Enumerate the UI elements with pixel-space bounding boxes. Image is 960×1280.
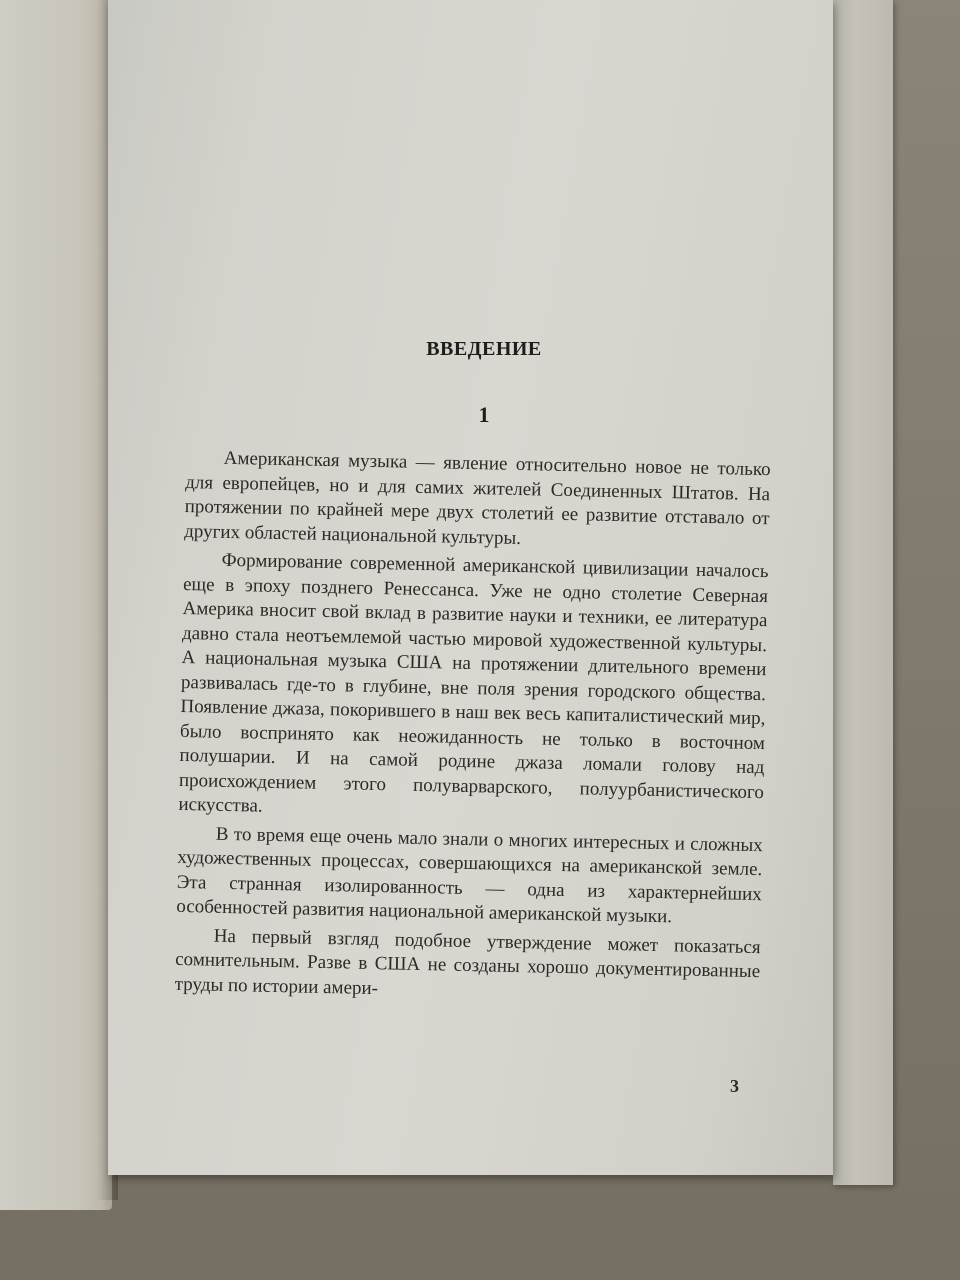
paragraph: На первый взгляд подобное утверждение может показаться сомнительным. Разве в США не созданы хорошо документированные труды по истории амери- (174, 925, 761, 999)
section-number: 1 (478, 402, 490, 427)
page-stack-edge (833, 0, 893, 1185)
paragraph: Формирование современной американской цивилизации началось еще в эпоху позднего Ренессанса. Уже не одно столетие Северная Америка вносит свой вклад в развитие науки и техники, ее литература давно стала неотъемлемой частью мировой художественной культуры. А национальная музыка США на протяжении длительного времени развивалась где-то в глубине, вне поля зрения городского общества. Появление джаза, покорившего в наш век весь капиталистический мир, было воспринято как неожиданность не только в восточном полушарии. И на самой родине джаза ломали голову над происхождением этого полуварварского, полуурбанистического искусства. (178, 549, 769, 817)
paragraph: Американская музыка — явление относительно новое не только для европейцев, но и для самих жителей Соединенных Штатов. На протяжении по крайней мере двух столетий ее развитие отставало от других областей национальной культуры. (184, 447, 771, 549)
page-number: 3 (730, 1076, 739, 1096)
paragraph: В то время еще очень мало знали о многих интересных и сложных художественных процессах, совершающихся на американской земле. Эта странная изолированность — одна из характернейших особенностей развития национальной американской музыки. (176, 823, 763, 928)
body-text (174, 446, 770, 1013)
chapter-heading: ВВЕДЕНИЕ (426, 338, 542, 360)
